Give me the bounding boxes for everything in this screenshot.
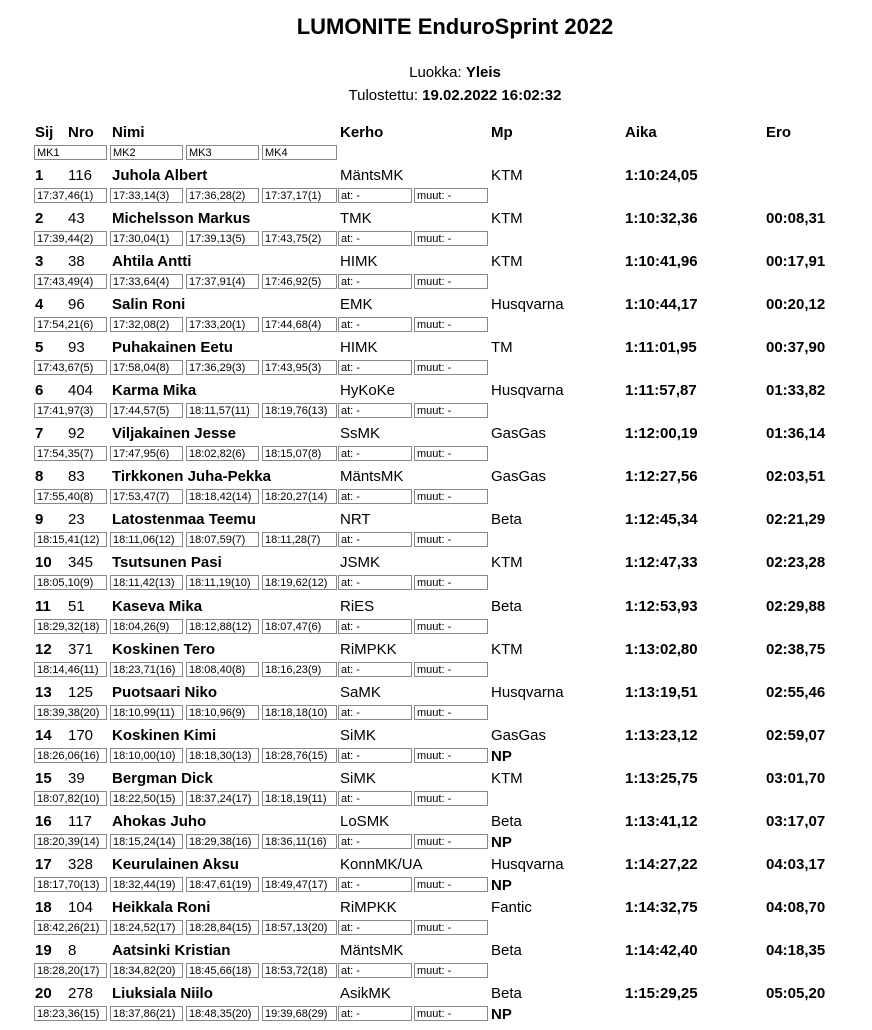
time-gap: 01:36,14: [766, 425, 826, 442]
header-mk2: MK2: [110, 145, 183, 160]
stage-time-mk1: 18:26,06(16): [34, 748, 107, 763]
penalty-at: at: -: [338, 963, 412, 978]
stage-time-mk2: 18:04,26(9): [110, 619, 183, 634]
total-time: 1:12:45,34: [625, 511, 698, 528]
stage-time-mk2: 17:53,47(7): [110, 489, 183, 504]
rank: 3: [35, 253, 44, 270]
penalty-at: at: -: [338, 920, 412, 935]
header-mk3: MK3: [186, 145, 259, 160]
stage-time-mk2: 17:47,95(6): [110, 446, 183, 461]
club: SiMK: [340, 727, 376, 744]
stage-time-mk4: 18:36,11(16): [262, 834, 337, 849]
bib-number: 117: [68, 813, 92, 830]
time-gap: 02:38,75: [766, 641, 826, 658]
printed-label: Tulostettu:: [348, 87, 418, 104]
time-gap: 00:08,31: [766, 210, 826, 227]
printed-line: [0, 87, 872, 104]
rank: 11: [35, 598, 51, 615]
stage-time-mk4: 17:43,75(2): [262, 231, 337, 246]
rank: 1: [35, 167, 44, 184]
stage-time-mk1: 17:54,21(6): [34, 317, 107, 332]
penalty-other: muut: -: [414, 403, 488, 418]
stage-time-mk3: 18:48,35(20): [186, 1006, 259, 1021]
time-gap: 03:17,07: [766, 813, 826, 830]
bib-number: 38: [68, 253, 85, 270]
rider-name: Heikkala Roni: [112, 899, 211, 916]
header-mp: Mp: [491, 124, 513, 141]
stage-time-mk1: 18:07,82(10): [34, 791, 107, 806]
stage-time-mk4: 17:46,92(5): [262, 274, 337, 289]
page-title: LUMONITE EnduroSprint 2022: [296, 14, 614, 39]
stage-time-mk1: 18:05,10(9): [34, 575, 107, 590]
stage-time-mk4: 18:49,47(17): [262, 877, 337, 892]
total-time: 1:13:02,80: [625, 641, 698, 658]
stage-time-mk3: 18:07,59(7): [186, 532, 259, 547]
club: EMK: [340, 296, 373, 313]
header-mk1: MK1: [34, 145, 107, 160]
rank: 17: [35, 856, 52, 873]
bib-number: 345: [68, 554, 94, 571]
stage-time-mk4: 18:16,23(9): [262, 662, 337, 677]
stage-time-mk2: 18:15,24(14): [110, 834, 183, 849]
club: AsikMK: [340, 985, 391, 1002]
stage-time-mk2: 18:11,42(13): [110, 575, 183, 590]
rank: 12: [35, 641, 52, 658]
club: HyKoKe: [340, 382, 396, 399]
time-gap: 04:18,35: [766, 942, 826, 959]
penalty-at: at: -: [338, 360, 412, 375]
club: MäntsMK: [340, 167, 404, 184]
rank: 8: [35, 468, 44, 485]
motorcycle: Husqvarna: [491, 684, 564, 701]
stage-time-mk3: 17:36,28(2): [186, 188, 259, 203]
time-gap: 02:55,46: [766, 684, 826, 701]
stage-time-mk2: 18:37,86(21): [110, 1006, 183, 1021]
stage-time-mk2: 18:34,82(20): [110, 963, 183, 978]
stage-time-mk4: 17:44,68(4): [262, 317, 337, 332]
time-gap: 02:03,51: [766, 468, 826, 485]
bib-number: 92: [68, 425, 85, 442]
np-flag: NP: [491, 877, 512, 894]
stage-time-mk2: 18:22,50(15): [110, 791, 183, 806]
stage-time-mk3: 17:39,13(5): [186, 231, 259, 246]
total-time: 1:12:47,33: [625, 554, 698, 571]
bib-number: 170: [68, 727, 94, 744]
penalty-other: muut: -: [414, 1006, 488, 1021]
motorcycle: GasGas: [491, 425, 547, 442]
penalty-at: at: -: [338, 705, 412, 720]
time-gap: 00:17,91: [766, 253, 826, 270]
club: HIMK: [340, 339, 378, 356]
penalty-other: muut: -: [414, 834, 488, 849]
rider-name: Michelsson Markus: [112, 210, 251, 227]
bib-number: 83: [68, 468, 85, 485]
stage-time-mk1: 17:39,44(2): [34, 231, 107, 246]
motorcycle: KTM: [491, 167, 523, 184]
total-time: 1:11:01,95: [625, 339, 697, 356]
stage-time-mk1: 17:43,67(5): [34, 360, 107, 375]
rank: 18: [35, 899, 52, 916]
total-time: 1:10:24,05: [625, 167, 698, 184]
bib-number: 104: [68, 899, 94, 916]
bib-number: 93: [68, 339, 85, 356]
stage-time-mk1: 17:54,35(7): [34, 446, 107, 461]
penalty-other: muut: -: [414, 877, 488, 892]
motorcycle: Beta: [491, 985, 522, 1002]
stage-time-mk4: 18:20,27(14): [262, 489, 337, 504]
stage-time-mk3: 18:18,30(13): [186, 748, 259, 763]
motorcycle: KTM: [491, 641, 523, 658]
total-time: 1:12:53,93: [625, 598, 698, 615]
stage-time-mk4: 17:43,95(3): [262, 360, 337, 375]
rider-name: Keurulainen Aksu: [112, 856, 239, 873]
stage-time-mk3: 18:11,19(10): [186, 575, 259, 590]
penalty-at: at: -: [338, 748, 412, 763]
stage-time-mk2: 17:30,04(1): [110, 231, 183, 246]
total-time: 1:13:19,51: [625, 684, 698, 701]
stage-time-mk2: 17:33,14(3): [110, 188, 183, 203]
rank: 13: [35, 684, 52, 701]
stage-time-mk1: 18:42,26(21): [34, 920, 107, 935]
stage-time-mk2: 18:10,00(10): [110, 748, 183, 763]
club: RiES: [340, 598, 375, 615]
rank: 9: [35, 511, 44, 528]
rider-name: Puhakainen Eetu: [112, 339, 233, 356]
stage-time-mk4: 17:37,17(1): [262, 188, 337, 203]
rider-name: Koskinen Tero: [112, 641, 216, 658]
printed-value: 19.02.2022 16:02:32: [422, 87, 562, 104]
penalty-at: at: -: [338, 188, 412, 203]
penalty-other: muut: -: [414, 662, 488, 677]
motorcycle: GasGas: [491, 468, 547, 485]
club: RiMPKK: [340, 641, 397, 658]
stage-time-mk2: 17:33,64(4): [110, 274, 183, 289]
stage-time-mk1: 18:29,32(18): [34, 619, 107, 634]
stage-time-mk3: 17:37,91(4): [186, 274, 259, 289]
stage-time-mk3: 18:18,42(14): [186, 489, 259, 504]
penalty-at: at: -: [338, 231, 412, 246]
stage-time-mk3: 18:47,61(19): [186, 877, 259, 892]
penalty-other: muut: -: [414, 532, 488, 547]
club: JSMK: [340, 554, 381, 571]
stage-time-mk1: 18:28,20(17): [34, 963, 107, 978]
rank: 7: [35, 425, 44, 442]
time-gap: 02:29,88: [766, 598, 826, 615]
penalty-other: muut: -: [414, 791, 488, 806]
stage-time-mk2: 17:58,04(8): [110, 360, 183, 375]
club: MäntsMK: [340, 468, 404, 485]
rider-name: Juhola Albert: [112, 167, 208, 184]
np-flag: NP: [491, 834, 512, 851]
motorcycle: Beta: [491, 813, 522, 830]
club: NRT: [340, 511, 371, 528]
penalty-at: at: -: [338, 317, 412, 332]
stage-time-mk3: 18:10,96(9): [186, 705, 259, 720]
club: RiMPKK: [340, 899, 397, 916]
penalty-at: at: -: [338, 575, 412, 590]
rank: 16: [35, 813, 52, 830]
rider-name: Puotsaari Niko: [112, 684, 218, 701]
stage-time-mk1: 18:15,41(12): [34, 532, 107, 547]
time-gap: 05:05,20: [766, 985, 826, 1002]
penalty-other: muut: -: [414, 446, 488, 461]
bib-number: 96: [68, 296, 85, 313]
class-label: Luokka:: [409, 64, 462, 81]
time-gap: 00:37,90: [766, 339, 826, 356]
rank: 5: [35, 339, 44, 356]
bib-number: 43: [68, 210, 85, 227]
penalty-other: muut: -: [414, 274, 488, 289]
stage-time-mk4: 18:57,13(20): [262, 920, 337, 935]
total-time: 1:10:44,17: [625, 296, 698, 313]
stage-time-mk3: 18:28,84(15): [186, 920, 259, 935]
header-mk4: MK4: [262, 145, 337, 160]
class-line: [0, 64, 872, 81]
total-time: 1:11:57,87: [625, 382, 697, 399]
header-kerho: Kerho: [340, 124, 384, 141]
time-gap: 04:08,70: [766, 899, 826, 916]
bib-number: 328: [68, 856, 94, 873]
time-gap: 03:01,70: [766, 770, 826, 787]
time-gap: 00:20,12: [766, 296, 826, 313]
penalty-at: at: -: [338, 834, 412, 849]
club: SiMK: [340, 770, 376, 787]
rider-name: Aatsinki Kristian: [112, 942, 231, 959]
penalty-at: at: -: [338, 489, 412, 504]
stage-time-mk4: 18:19,62(12): [262, 575, 337, 590]
motorcycle: KTM: [491, 253, 523, 270]
penalty-at: at: -: [338, 877, 412, 892]
penalty-at: at: -: [338, 403, 412, 418]
total-time: 1:14:27,22: [625, 856, 698, 873]
total-time: 1:13:23,12: [625, 727, 698, 744]
rider-name: Liuksiala Niilo: [112, 985, 213, 1002]
stage-time-mk3: 18:45,66(18): [186, 963, 259, 978]
total-time: 1:13:25,75: [625, 770, 698, 787]
motorcycle: Husqvarna: [491, 856, 564, 873]
penalty-other: muut: -: [414, 231, 488, 246]
club: SaMK: [340, 684, 381, 701]
rider-name: Karma Mika: [112, 382, 197, 399]
stage-time-mk3: 17:36,29(3): [186, 360, 259, 375]
penalty-at: at: -: [338, 274, 412, 289]
motorcycle: GasGas: [491, 727, 547, 744]
penalty-other: muut: -: [414, 489, 488, 504]
bib-number: 278: [68, 985, 94, 1002]
stage-time-mk3: 18:29,38(16): [186, 834, 259, 849]
bib-number: 23: [68, 511, 85, 528]
rank: 10: [35, 554, 52, 571]
stage-time-mk2: 18:11,06(12): [110, 532, 183, 547]
club: LoSMK: [340, 813, 390, 830]
time-gap: 04:03,17: [766, 856, 826, 873]
penalty-other: muut: -: [414, 317, 488, 332]
penalty-other: muut: -: [414, 748, 488, 763]
bib-number: 8: [68, 942, 77, 959]
stage-time-mk1: 18:23,36(15): [34, 1006, 107, 1021]
stage-time-mk1: 17:37,46(1): [34, 188, 107, 203]
penalty-at: at: -: [338, 662, 412, 677]
stage-time-mk3: 18:08,40(8): [186, 662, 259, 677]
motorcycle: Beta: [491, 942, 522, 959]
rank: 4: [35, 296, 44, 313]
club: HIMK: [340, 253, 378, 270]
rider-name: Latostenmaa Teemu: [112, 511, 256, 528]
time-gap: 01:33,82: [766, 382, 826, 399]
rider-name: Bergman Dick: [112, 770, 213, 787]
stage-time-mk4: 18:53,72(18): [262, 963, 337, 978]
total-time: 1:10:32,36: [625, 210, 698, 227]
rank: 2: [35, 210, 44, 227]
bib-number: 51: [68, 598, 85, 615]
club: MäntsMK: [340, 942, 404, 959]
stage-time-mk1: 18:17,70(13): [34, 877, 107, 892]
rank: 20: [35, 985, 52, 1002]
stage-time-mk4: 18:11,28(7): [262, 532, 337, 547]
penalty-at: at: -: [338, 619, 412, 634]
club: SsMK: [340, 425, 381, 442]
stage-time-mk3: 18:12,88(12): [186, 619, 259, 634]
penalty-other: muut: -: [414, 575, 488, 590]
time-gap: 02:59,07: [766, 727, 826, 744]
class-value: Yleis: [465, 64, 501, 81]
header-ero: Ero: [766, 124, 792, 141]
rider-name: Tirkkonen Juha-Pekka: [112, 468, 271, 485]
penalty-at: at: -: [338, 532, 412, 547]
penalty-other: muut: -: [414, 619, 488, 634]
penalty-other: muut: -: [414, 705, 488, 720]
bib-number: 39: [68, 770, 85, 787]
stage-time-mk4: 18:18,19(11): [262, 791, 337, 806]
np-flag: NP: [491, 1006, 512, 1023]
total-time: 1:13:41,12: [625, 813, 698, 830]
motorcycle: Beta: [491, 598, 522, 615]
stage-time-mk2: 18:32,44(19): [110, 877, 183, 892]
penalty-other: muut: -: [414, 920, 488, 935]
motorcycle: Beta: [491, 511, 522, 528]
motorcycle: Husqvarna: [491, 382, 564, 399]
rider-name: Ahokas Juho: [112, 813, 207, 830]
rider-name: Tsutsunen Pasi: [112, 554, 222, 571]
total-time: 1:14:32,75: [625, 899, 698, 916]
stage-time-mk1: 17:41,97(3): [34, 403, 107, 418]
stage-time-mk2: 18:24,52(17): [110, 920, 183, 935]
time-gap: 02:21,29: [766, 511, 826, 528]
motorcycle: Husqvarna: [491, 296, 564, 313]
stage-time-mk1: 17:55,40(8): [34, 489, 107, 504]
header-nimi: Nimi: [112, 124, 145, 141]
motorcycle: KTM: [491, 770, 523, 787]
stage-time-mk1: 18:39,38(20): [34, 705, 107, 720]
rider-name: Ahtila Antti: [112, 253, 192, 270]
total-time: 1:10:41,96: [625, 253, 698, 270]
stage-time-mk2: 18:23,71(16): [110, 662, 183, 677]
rank: 19: [35, 942, 52, 959]
stage-time-mk2: 17:44,57(5): [110, 403, 183, 418]
header-nro: Nro: [68, 124, 94, 141]
motorcycle: TM: [491, 339, 513, 356]
rank: 14: [35, 727, 52, 744]
stage-time-mk2: 17:32,08(2): [110, 317, 183, 332]
stage-time-mk1: 18:14,46(11): [34, 662, 107, 677]
stage-time-mk3: 18:11,57(11): [186, 403, 259, 418]
stage-time-mk4: 18:28,76(15): [262, 748, 337, 763]
total-time: 1:12:00,19: [625, 425, 698, 442]
time-gap: 02:23,28: [766, 554, 826, 571]
rider-name: Koskinen Kimi: [112, 727, 217, 744]
total-time: 1:15:29,25: [625, 985, 698, 1002]
header-aika: Aika: [625, 124, 657, 141]
rank: 15: [35, 770, 52, 787]
stage-time-mk3: 18:37,24(17): [186, 791, 259, 806]
bib-number: 404: [68, 382, 94, 399]
motorcycle: Fantic: [491, 899, 532, 916]
stage-time-mk4: 18:15,07(8): [262, 446, 337, 461]
bib-number: 125: [68, 684, 94, 701]
motorcycle: KTM: [491, 554, 523, 571]
club: KonnMK/UA: [340, 856, 423, 873]
club: TMK: [340, 210, 372, 227]
rider-name: Salin Roni: [112, 296, 186, 313]
stage-time-mk3: 17:33,20(1): [186, 317, 259, 332]
penalty-other: muut: -: [414, 963, 488, 978]
total-time: 1:12:27,56: [625, 468, 698, 485]
bib-number: 371: [68, 641, 94, 658]
np-flag: NP: [491, 748, 512, 765]
penalty-other: muut: -: [414, 188, 488, 203]
stage-time-mk4: 18:19,76(13): [262, 403, 337, 418]
total-time: 1:14:42,40: [625, 942, 698, 959]
stage-time-mk1: 18:20,39(14): [34, 834, 107, 849]
penalty-at: at: -: [338, 446, 412, 461]
penalty-at: at: -: [338, 1006, 412, 1021]
stage-time-mk4: 18:07,47(6): [262, 619, 337, 634]
rider-name: Kaseva Mika: [112, 598, 203, 615]
penalty-other: muut: -: [414, 360, 488, 375]
stage-time-mk1: 17:43,49(4): [34, 274, 107, 289]
stage-time-mk2: 18:10,99(11): [110, 705, 183, 720]
rank: 6: [35, 382, 44, 399]
penalty-at: at: -: [338, 791, 412, 806]
rider-name: Viljakainen Jesse: [112, 425, 236, 442]
motorcycle: KTM: [491, 210, 523, 227]
stage-time-mk4: 19:39,68(29): [262, 1006, 337, 1021]
bib-number: 116: [68, 167, 92, 184]
stage-time-mk4: 18:18,18(10): [262, 705, 337, 720]
stage-time-mk3: 18:02,82(6): [186, 446, 259, 461]
header-sij: Sij: [35, 124, 54, 141]
